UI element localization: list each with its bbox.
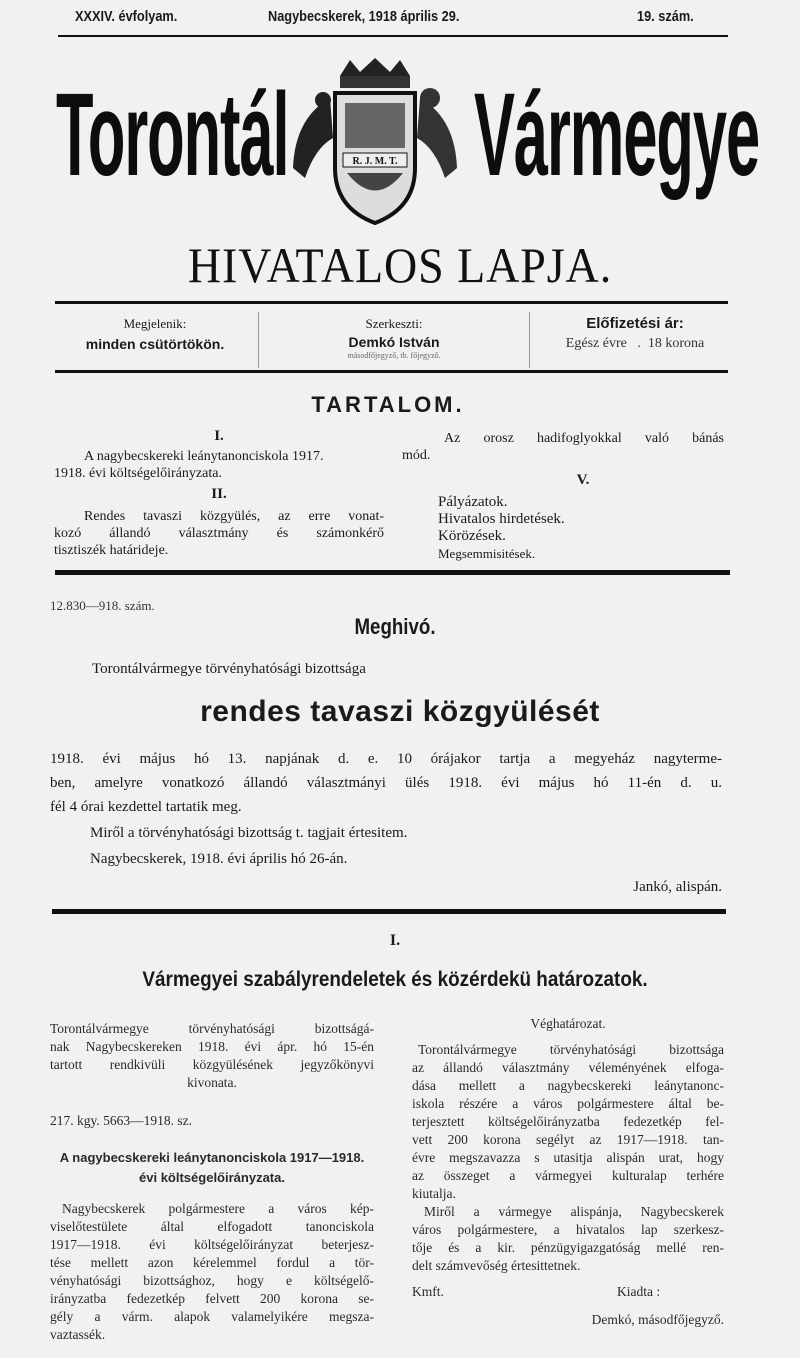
- contents-item: 1918. évi költségelőirányzata.: [54, 466, 222, 481]
- editor-name: Demkó István: [348, 334, 440, 350]
- text-line: tartott rendkivüli közgyülésének jegyzőkönyvi: [50, 1057, 374, 1072]
- text-line: vett 200 korona segélyt az 1917—1918. tan-: [412, 1132, 724, 1147]
- text-line: évre megszavazza s utasitja alispán urat, hogy: [412, 1150, 724, 1165]
- masthead-right: Vármegye: [474, 69, 760, 201]
- text-line: viselőtestülete által elfogadott tanonciskola: [50, 1219, 374, 1234]
- appears-label: Megjelenik:: [123, 316, 187, 331]
- divider: [58, 35, 728, 37]
- masthead-subtitle: HIVATALOS LAPJA.: [187, 237, 613, 293]
- text-line: terjesztett költségelőirányzatba fedezetkép fel-: [412, 1114, 724, 1129]
- text-line: Miről a vármegye alispánja, Nagybecskerek: [424, 1204, 724, 1219]
- divider: [55, 370, 728, 373]
- invitation-signature: Jankó, alispán.: [633, 879, 722, 895]
- text-line: gély a várm. alapok valamelyikére megsza-: [50, 1309, 374, 1324]
- appears-value: minden csütörtökön.: [85, 336, 225, 352]
- section-heading: Vármegyei szabályrendeletek és közérdekü határozatok.: [142, 968, 648, 991]
- resolution-title: [50, 1148, 374, 1188]
- text-line: Nagybecskerek polgármestere a város kép-: [62, 1201, 374, 1216]
- contents-item: Megsemmisitések.: [438, 546, 536, 561]
- contents-sec2: II.: [211, 486, 227, 502]
- editor-box: [260, 314, 528, 362]
- contents-item: Az orosz hadifoglyokkal való bánás: [444, 431, 724, 446]
- contents-item: Pályázatok.: [438, 494, 508, 510]
- price-value: Egész évre . 18 korona: [565, 336, 705, 351]
- invitation-intro: Torontálvármegye törvényhatósági bizottsága: [92, 661, 366, 677]
- divider: [52, 909, 726, 914]
- text-line: nak Nagybecskereken 1918. évi ápr. hó 15-én: [50, 1039, 374, 1054]
- text-line: delt számvevőség értesittetnek.: [412, 1258, 581, 1273]
- body-line: fél 4 órai kezdettel tartatik meg.: [50, 799, 242, 815]
- text-line: iskola részére a város polgármestere által be-: [412, 1096, 724, 1111]
- contents-item: A nagybecskereki leánytanonciskola 1917.: [84, 449, 324, 464]
- text-line: tője és a kir. pénzügyigazgatóság mellé ren-: [412, 1240, 724, 1255]
- divider: [55, 570, 730, 575]
- text-line: 1917—1918. évi költségelőirányzat beterjesz-: [50, 1237, 374, 1252]
- section-numeral: I.: [389, 932, 401, 949]
- right-column: [412, 1015, 724, 1329]
- contents-right: [402, 430, 724, 562]
- contents-item: Körözések.: [438, 528, 506, 544]
- price-label: Előfizetési ár:: [586, 315, 684, 332]
- masthead-left: Torontál: [56, 69, 289, 201]
- contents-item: Hivatalos hirdetések.: [438, 511, 565, 527]
- text-line: dása mellett a nagybecskereki leánytanonc-: [412, 1078, 724, 1093]
- text-line: az összeget a vármegyei kulturalap terhére: [412, 1168, 724, 1183]
- coat-of-arms-icon: [285, 58, 465, 228]
- text-line: Torontálvármegye törvényhatósági bizottságá-: [50, 1021, 374, 1036]
- editor-label: Szerkeszti:: [365, 316, 423, 331]
- editor-title: másodfőjegyző, tb. főjegyző.: [347, 351, 441, 360]
- text-line: az állandó választmány véleményének elfoga-: [412, 1060, 724, 1075]
- contents-item: Rendes tavaszi közgyülés, az erre vonat-: [84, 509, 384, 524]
- text-line: város polgármestere, a hivatalos lap szerkesz-: [412, 1222, 724, 1237]
- title-line: A nagybecskereki leánytanonciskola 1917—1918.: [59, 1150, 365, 1165]
- contents-left: [54, 428, 384, 559]
- title-line: évi költségelőirányzata.: [139, 1170, 285, 1185]
- svg-text:R. J. M. T.: R. J. M. T.: [352, 156, 398, 167]
- text-line: kiutalja.: [412, 1186, 456, 1201]
- text-line: vényhatósági bizottsághoz, hogy e költségelő-: [50, 1273, 374, 1288]
- invitation-notice: Miről a törvényhatósági bizottság t. tagjait értesitem.: [90, 825, 408, 841]
- contents-item: tisztiszék határideje.: [54, 543, 169, 558]
- contents-title: TARTALOM.: [311, 392, 465, 417]
- left-column: [50, 1020, 374, 1344]
- invitation-title: Meghivó.: [354, 614, 436, 639]
- divider: [55, 301, 728, 304]
- contents-sec5: V.: [576, 472, 590, 488]
- body-line: ben, amelyre vonatkozó állandó választmányi ülés 1918. évi május hó 11-én d. u.: [50, 775, 722, 791]
- body-line: 1918. évi május hó 13. napjának d. e. 10 órájakor tartja a megyeház nagyterme-: [50, 751, 722, 767]
- invitation-number: 12.830—918. szám.: [50, 598, 155, 613]
- resolution-signature: Demkó, másodfőjegyző.: [591, 1312, 724, 1327]
- issued-by: Kiadta :: [617, 1284, 661, 1299]
- text-line: vaztassék.: [50, 1327, 106, 1342]
- reference-number: 217. kgy. 5663—1918. sz.: [50, 1113, 192, 1128]
- text-line: tése mellett azon kérelemmel fordul a tör-: [50, 1255, 374, 1270]
- issue-number: 19. szám.: [637, 8, 694, 25]
- invitation-headline: rendes tavaszi közgyülését: [200, 695, 600, 728]
- volume: XXXIV. évfolyam.: [75, 8, 178, 25]
- kmft: Kmft.: [412, 1284, 444, 1299]
- text-line: Torontálvármegye törvényhatósági bizottsága: [418, 1042, 724, 1057]
- contents-item: mód.: [402, 448, 431, 463]
- invitation-body: [50, 747, 722, 899]
- price-box: [535, 314, 735, 354]
- contents-sec1: I.: [214, 428, 224, 444]
- appears-box: [55, 314, 255, 354]
- contents-item: kozó állandó választmány és számonkérő: [54, 526, 384, 541]
- resolution-heading: Véghatározat.: [530, 1016, 606, 1031]
- invitation-dateline: Nagybecskerek, 1918. évi április hó 26-án.: [90, 851, 348, 867]
- text-line: irányzatba fedezetkép felvett 200 korona se-: [50, 1291, 374, 1306]
- text-line: kivonata.: [187, 1075, 237, 1090]
- place-date: Nagybecskerek, 1918 április 29.: [268, 8, 460, 25]
